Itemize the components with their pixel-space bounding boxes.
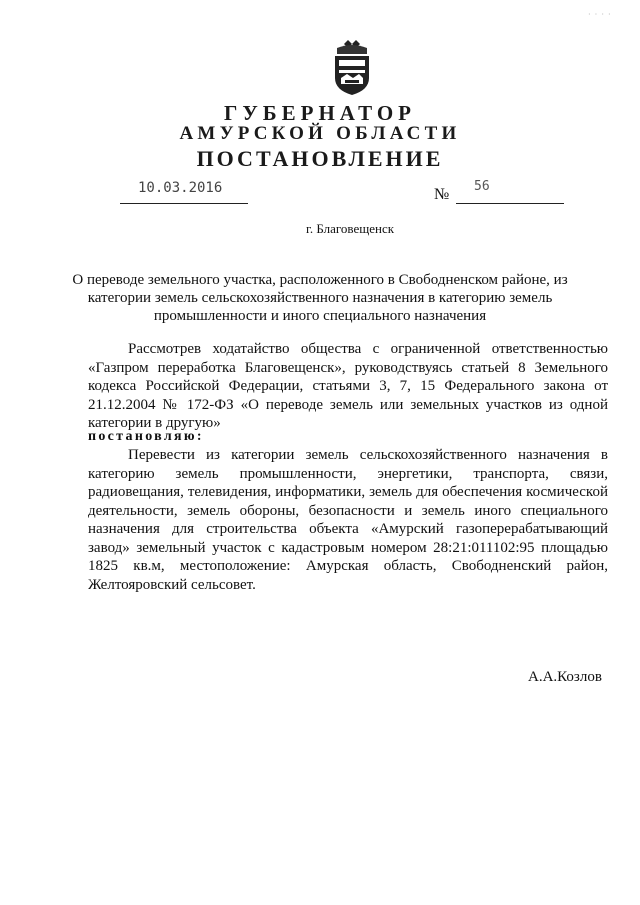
preamble-paragraph: Рассмотрев ходатайство общества с ограниченной ответственностью «Газпром переработка Благовещенск», руководствуясь статьей 8 Земельного кодекса Российской Федерации, статьями 3, 7, 15 Федерального закона от 21.12.2004 № 172-ФЗ «О переводе земель или земельных участков из одной категории в другую» [88,341,608,431]
document-type-title: ПОСТАНОВЛЕНИЕ [196,146,444,171]
coat-of-arms-icon [329,38,375,96]
number-underline [456,203,564,204]
city-line: г. Благовещенск [305,221,395,236]
registration-stamp: · · · · [588,10,612,19]
document-date: 10.03.2016 [138,180,223,196]
resolve-heading: постановляю: [88,429,204,444]
document-subject: О переводе земельного участка, расположенного в Свободненском районе, из категории земель сельскохозяйственного назначения в категорию земель промышленности и иного специального назначения [72,272,568,324]
signatory-name: А.А.Козлов [528,669,602,685]
date-underline [120,203,248,204]
decision-paragraph: Перевести из категории земель сельскохозяйственного назначения в категорию земель промышленности, энергетики, транспорта, связи, радиовещания, телевидения, информатики, земель для обеспечения космической деятельности, земель обороны, безопасности и земель иного специального назначения для строительства объекта «Амурский газоперерабатывающий завод» земельный участок с кадастровым номером 28:21:011102:95 площадью 1825 кв.м, местоположение: Амурская область, Свободненский район, Желтояровский сельсовет. [88,447,608,593]
governor-title: ГУБЕРНАТОР [223,101,417,125]
region-title: АМУРСКОЙ ОБЛАСТИ [179,123,461,144]
document-number: 56 [474,179,490,194]
number-sign: № [434,186,450,203]
